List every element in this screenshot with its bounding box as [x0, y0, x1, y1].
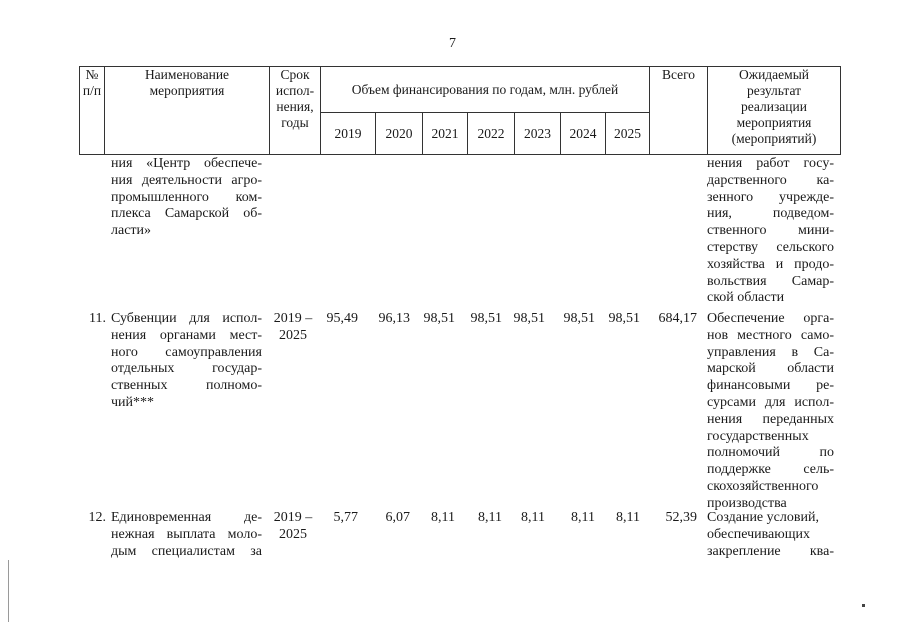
value-2019: 5,77 [333, 510, 358, 525]
header-total: Всего [650, 67, 708, 155]
header-name: Наименование мероприятия [105, 67, 270, 155]
header-year: 2022 [468, 113, 515, 155]
header-year: 2020 [376, 113, 423, 155]
header-year: 2025 [606, 113, 650, 155]
header-num: № п/п [80, 67, 105, 155]
event-name: Субвенции для испол- нения органами мест- ного самоуправления отдельных государ- ственных полномо- чий*** [111, 311, 262, 410]
value-2024: 8,11 [571, 510, 595, 525]
expected-result: Обеспечение орга- нов местного само- управления в Са- марской области финансовыми ре- сурсами для испол- нения переданных государственных полномочий по поддержке сель- скохозяйственного производства [707, 311, 834, 511]
expected-result: Создание условий, обеспечивающих закрепление ква- [707, 510, 834, 559]
value-2021: 98,51 [423, 311, 455, 326]
header-year: 2023 [515, 113, 561, 155]
header-year: 2021 [423, 113, 468, 155]
value-2023: 98,51 [513, 311, 545, 326]
value-2020: 6,07 [385, 510, 410, 525]
value-2025: 8,11 [616, 510, 640, 525]
event-name: Единовременная де- нежная выплата моло- дым специалистам за [111, 510, 262, 559]
value-2023: 8,11 [521, 510, 545, 525]
row-number: 12. [88, 510, 106, 525]
header-year: 2024 [561, 113, 606, 155]
value-2021: 8,11 [431, 510, 455, 525]
term-years: 2019 – 2025 [273, 311, 313, 343]
value-2024: 98,51 [563, 311, 595, 326]
continued-expected-result: нения работ госу- дарственного ка- зенного учрежде- ния, подведом- ственного мини- стерству сельского хозяйства и продо- вольствия Самар- ской области [707, 156, 834, 306]
term-years: 2019 – 2025 [273, 510, 313, 542]
scan-dot [862, 604, 865, 607]
table-header [79, 66, 841, 155]
value-2025: 98,51 [608, 311, 640, 326]
header-year: 2019 [321, 113, 376, 155]
value-2020: 96,13 [378, 311, 410, 326]
row-number: 11. [89, 311, 106, 326]
continued-event-name: ния «Центр обеспече- ния деятельности агро- промышленного ком- плекса Самарской об- ласти» [111, 156, 262, 239]
header-funding: Объем финансирования по годам, млн. рублей [321, 67, 650, 113]
scan-edge-mark [8, 560, 9, 622]
value-2022: 8,11 [478, 510, 502, 525]
value-total: 52,39 [665, 510, 697, 525]
value-2022: 98,51 [470, 311, 502, 326]
value-total: 684,17 [658, 311, 697, 326]
value-2019: 95,49 [326, 311, 358, 326]
page-number: 7 [449, 36, 456, 51]
header-result: Ожидаемый результат реализации мероприятия (мероприятий) [708, 67, 841, 155]
header-term: Срок испол- нения, годы [270, 67, 321, 155]
